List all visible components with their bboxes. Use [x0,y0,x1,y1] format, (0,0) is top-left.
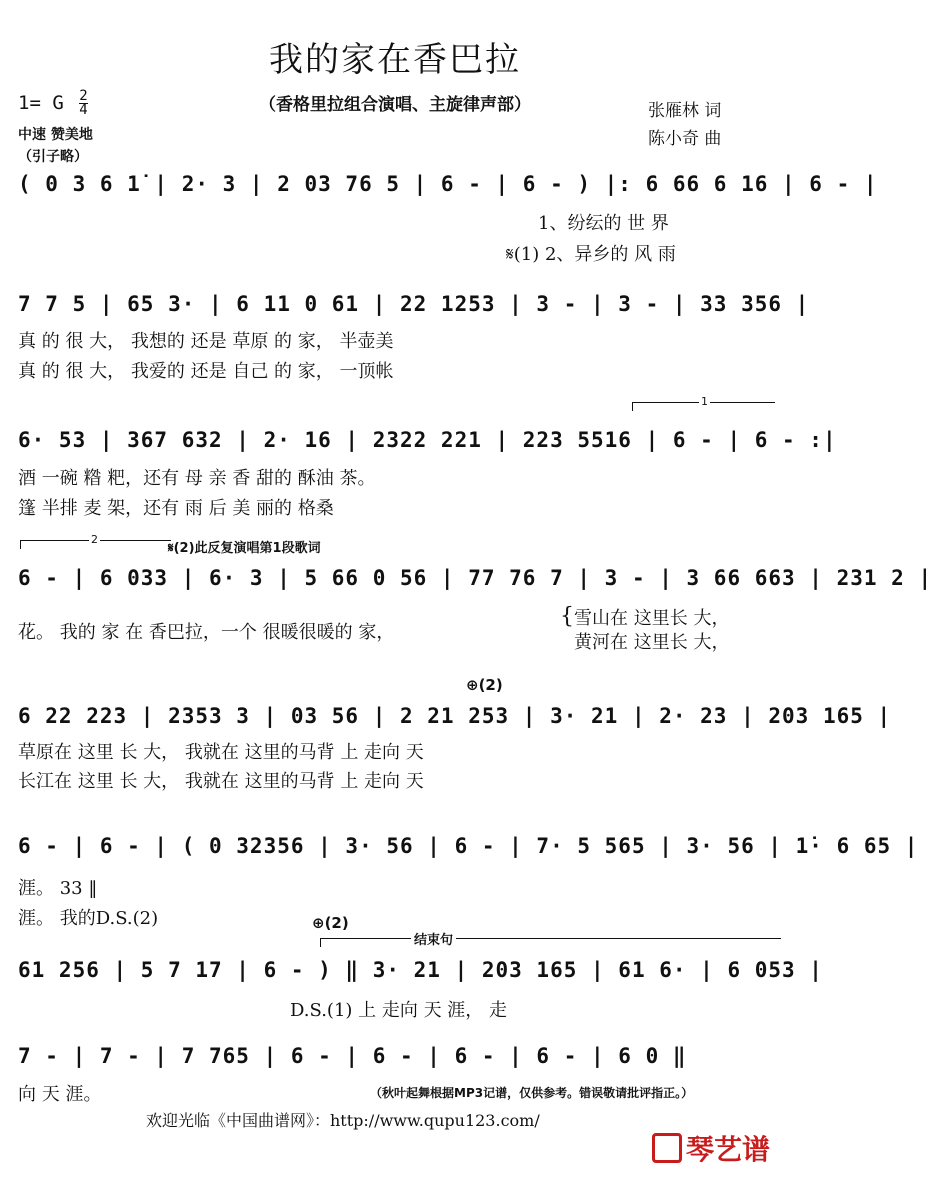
song-title: 我的家在香巴拉 [269,40,521,80]
lyric-5-verse-2: 长江在 这里 长 大， 我就在 这里的马背 上 走向 天 [18,771,424,792]
website-footer: 欢迎光临《中国曲谱网》：http://www.qupu123.com/ [146,1111,540,1130]
music-line-4: 6 - | 6 033 | 6· 3 | 5 66 0 56 | 77 76 7 | 3 - | 3 66 663 | 231 2 | [18,566,932,590]
lyric-3-verse-1: 酒 一碗 糌 粑，还有 母 亲 香 甜的 酥油 茶。 [18,468,376,489]
ending-phrase-bracket [320,933,781,948]
music-line-6: 6 - | 6 - | ( 0 32356 | 3· 56 | 6 - | 7· 5 565 | 3· 56 | 1̇· 6 65 | [18,834,919,858]
time-signature [79,90,87,117]
music-line-5: 6 22 223 | 2353 3 | 03 56 | 2 21 253 | 3· 21 | 2· 23 | 203 165 | [18,704,892,728]
lyric-8-main: 向 天 涯。 [18,1084,102,1105]
intro-note: （引子略） [18,149,88,165]
lyric-2-verse-1: 真 的 很 大， 我想的 还是 草原 的 家， 半壶美 [18,331,394,352]
lyricist-credit: 张雁林 词 [648,101,722,121]
lyric-1-verse-1: 1、纷纭的 世 界 [538,213,669,234]
song-subtitle: （香格里拉组合演唱、主旋律声部） [259,95,531,115]
key-signature [18,90,88,117]
logo-icon [652,1133,682,1163]
music-line-3: 6· 53 | 367 632 | 2· 16 | 2322 221 | 223 5516 | 6 - | 6 - :| [18,428,837,452]
time-bottom: 4 [79,102,88,118]
lyric-4-main: 花。 我的 家 在 香巴拉，一个 很暖很暖的 家， [18,622,395,643]
lyric-4-alt-1: 雪山在 这里长 大， [574,608,730,629]
second-ending-bracket [20,533,171,549]
composer-credit: 陈小奇 曲 [648,129,722,149]
tempo-marking: 中速 赞美地 [18,127,93,143]
music-line-2: 7 7 5 | 65 3· | 6 11 0 61 | 22 1253 | 3 - | 3 - | 33 356 | [18,292,810,316]
first-ending-number: 1 [701,395,708,408]
lyric-1-verse-2: 𝄋(1) 2、异乡的 风 雨 [506,244,676,265]
segno-repeat-note: 𝄋(2)此反复演唱第1段歌词 [168,541,321,556]
lyric-2-verse-2: 真 的 很 大， 我爱的 还是 自己 的 家， 一顶帐 [18,361,394,382]
lyric-3-verse-2: 篷 半排 麦 架，还有 雨 后 美 丽的 格桑 [18,498,334,519]
music-line-1: ( 0 3 6 1̇ | 2· 3 | 2 03 76 5 | 6 - | 6 - ) |: 6 66 6 16 | 6 - | [18,172,878,196]
first-ending-bracket [632,395,775,411]
second-ending-number: 2 [91,533,98,546]
time-top: 2 [79,88,88,104]
logo-text: 琴艺谱 [685,1133,770,1166]
coda-mark-2: ⊕(2) [312,914,349,932]
music-line-8: 7 - | 7 - | 7 765 | 6 - | 6 - | 6 - | 6 - | 6 0 ‖ [18,1044,687,1068]
lyric-4-alt-2: 黄河在 这里长 大， [574,632,730,653]
lyric-6-verse-1: 涯。 33 ‖ [18,878,98,899]
lyric-7-main: D.S.(1) 上 走向 天 涯， 走 [290,1000,508,1021]
key-label: 1= G [18,92,64,114]
coda-mark-1: ⊕(2) [466,676,503,694]
lyric-5-verse-1: 草原在 这里 长 大， 我就在 这里的马背 上 走向 天 [18,742,424,763]
qinyipu-logo [652,1128,770,1168]
transcription-note: （秋叶起舞根据MP3记谱，仅供参考。错误敬请批评指正。） [370,1086,694,1100]
lyric-6-verse-2: 涯。 我的D.S.(2) [18,908,159,929]
music-line-7: 61 256 | 5 7 17 | 6 - ) ‖ 3· 21 | 203 165 | 61 6· | 6 053 | [18,958,823,982]
lyric-4-brace: { [560,604,574,629]
ending-phrase-label: 结束句 [411,929,456,948]
